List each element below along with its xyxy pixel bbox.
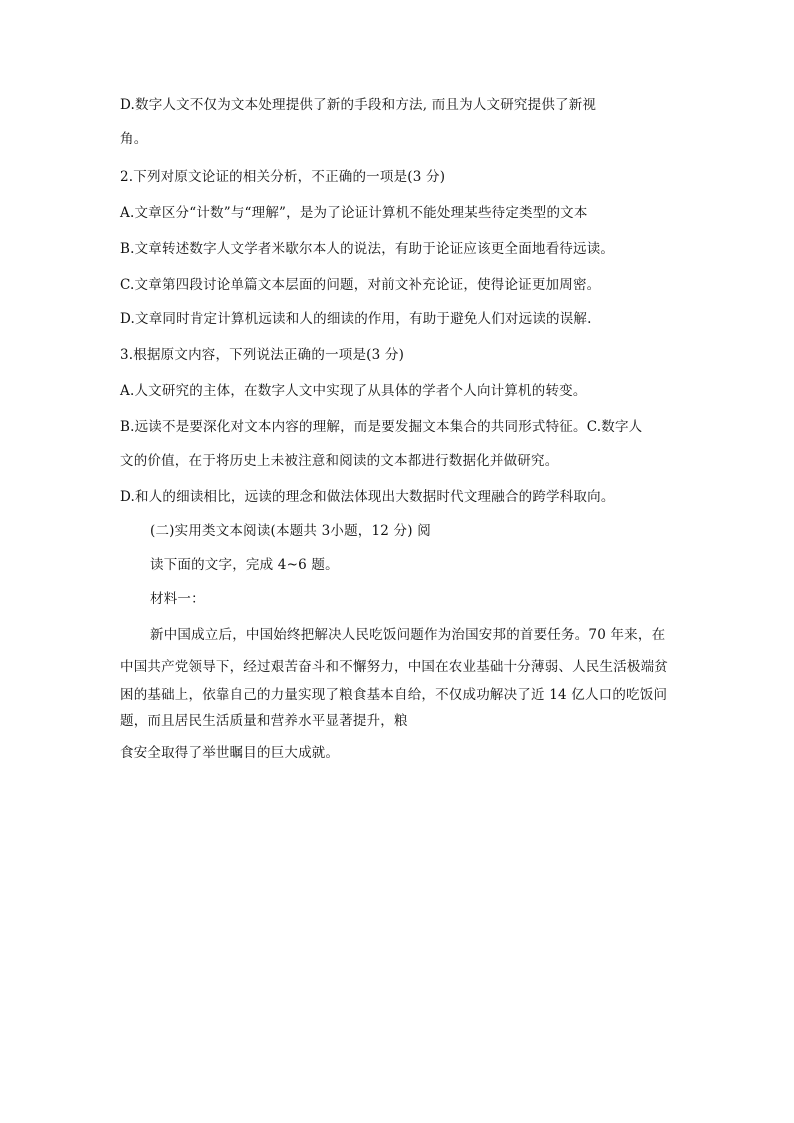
section2-heading: (二)实用类文本阅读(本题共 3小题，12 分) 阅 <box>150 523 431 539</box>
q3-option-b-line2: 文的价值，在于将历史上未被注意和阅读的文本都进行数据化并做研究。 <box>120 453 559 469</box>
q3-stem: 3.根据原文内容，下列说法正确的一项是(3 分) <box>120 347 405 363</box>
paragraph-line: 中国共产党领导下，经过艰苦奋斗和不懈努力，中国在农业基础十分薄弱、人民生活极端贫 <box>120 659 668 675</box>
q2-option-b: B.文章转述数字人文学者米歇尔本人的说法，有助于论证应该更全面地看待远读。 <box>120 241 615 257</box>
q1-option-d-line2: 角。 <box>120 131 148 147</box>
q1-option-d-line1: D.数字人文不仅为文本处理提供了新的手段和方法, 而且为人文研究提供了新视 <box>120 97 597 113</box>
paragraph-line: 新中国成立后，中国始终把解决人民吃饭问题作为治国安邦的首要任务。70 年来，在 <box>150 627 666 643</box>
q2-option-c: C.文章第四段讨论单篇文本层面的问题，对前文补充论证，使得论证更加周密。 <box>120 277 601 293</box>
q2-stem: 2.下列对原文论证的相关分析，不正确的一项是(3 分) <box>120 169 446 185</box>
paragraph-line: 困的基础上，依靠自己的力量实现了粮食基本自给，不仅成功解决了近 14 亿人口的吃饭问 <box>120 687 668 703</box>
section2-instruction: 读下面的文字，完成 4~6 题。 <box>150 557 339 573</box>
q3-option-d: D.和人的细读相比，远读的理念和做法体现出大数据时代文理融合的跨学科取向。 <box>120 489 615 505</box>
q2-option-d: D.文章同时肯定计算机远读和人的细读的作用，有助于避免人们对远读的误解. <box>120 311 592 327</box>
material-label: 材料一： <box>150 591 205 607</box>
paragraph-line: 食安全取得了举世瞩目的巨大成就。 <box>120 745 340 761</box>
q3-option-a: A.人文研究的主体，在数字人文中实现了从具体的学者个人向计算机的转变。 <box>120 383 587 399</box>
q3-option-b-line1: B.远读不是要深化对文本内容的理解，而是要发掘文本集合的共同形式特征。C.数字人 <box>120 419 643 435</box>
q2-option-a: A.文章区分“计数”与“理解”，是为了论证计算机不能处理某些待定类型的文本 <box>120 205 588 221</box>
paragraph-line: 题，而且居民生活质量和营养水平显著提升，粮 <box>120 713 408 729</box>
